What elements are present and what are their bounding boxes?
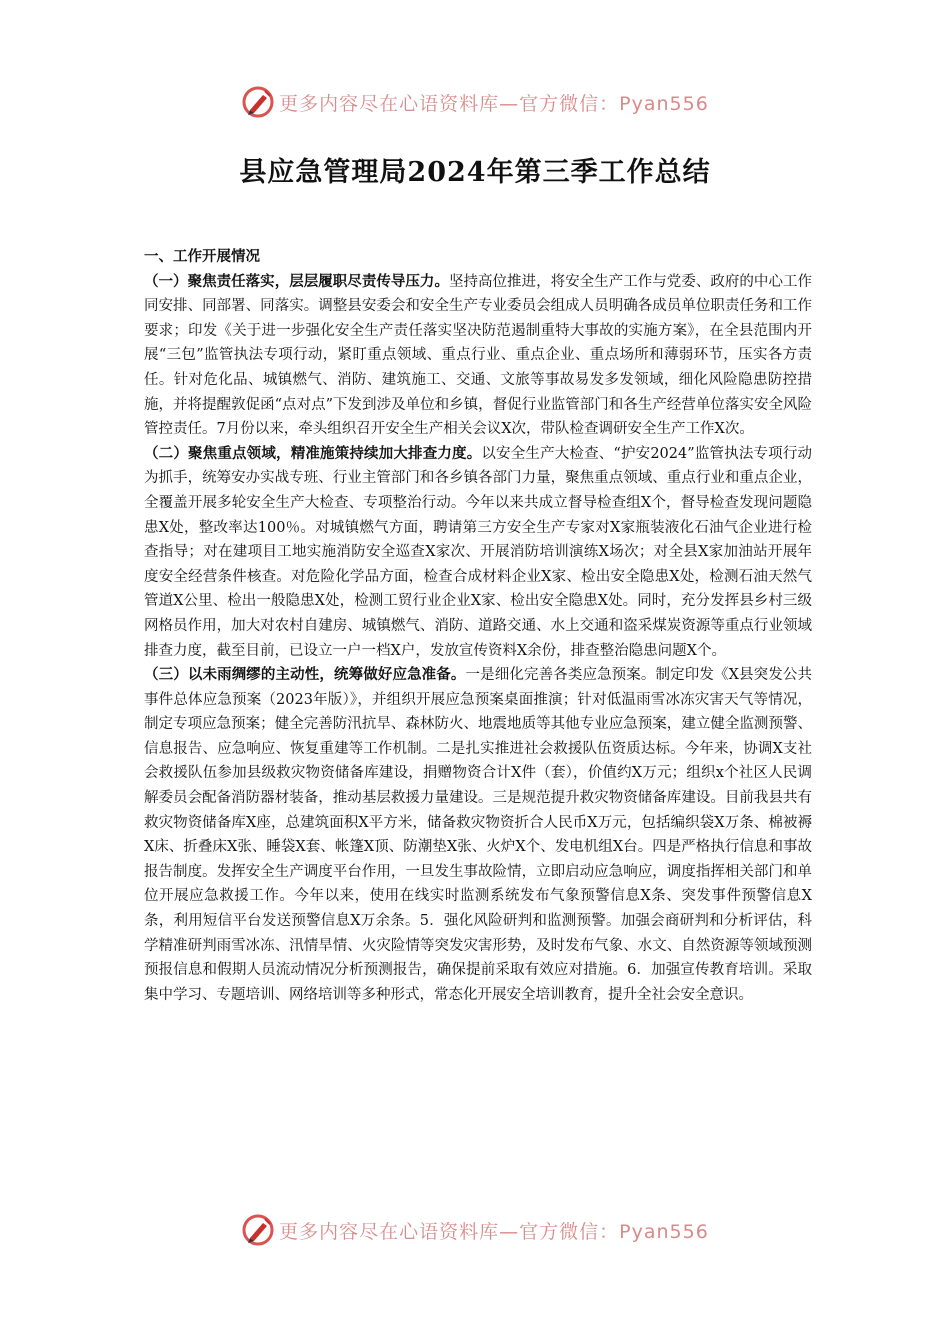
paragraph-2	[144, 442, 812, 663]
paragraph-body: 以安全生产大检查、“护安2024”监管执法专项行动为抓手，统筹安办实战专班、行业主管部门和各乡镇各部门力量，聚焦重点领域、重点行业和重点企业，全覆盖开展多轮安全生产大检查、专项整治行动。今年以来共成立督导检查组X个，督导检查发现问题隐患X处，整改率达100％。对城镇燃气方面，聘请第三方安全生产专家对X家瓶装液化石油气企业进行检查指导；对在建项目工地实施消防安全巡查X家次、开展消防培训演练X场次；对全县X家加油站开展年度安全经营条件核查。对危险化学品方面，检查合成材料企业X家、检出安全隐患X处，检测石油天然气管道X公里、检出一般隐患X处，检测工贸行业企业X家、检出安全隐患X处。同时，充分发挥县乡村三级网格员作用，加大对农村自建房、城镇燃气、消防、道路交通、水上交通和盗采煤炭资源等重点行业领域排查力度，截至目前，已设立一户一档X户，发放宣传资料X余份，排查整治隐患问题X个。	[144, 445, 812, 659]
paragraph-1	[144, 270, 812, 442]
page-title: 县应急管理局2024年第三季工作总结	[239, 157, 711, 188]
paragraph-body: 一是细化完善各类应急预案。制定印发《X县突发公共事件总体应急预案（2023年版）》，并组织开展应急预案桌面推演；针对低温雨雪冰冻灾害天气等情况，制定专项应急预案；健全完善防汛抗旱、森林防火、地震地质等其他专业应急预案，建立健全监测预警、信息报告、应急响应、恢复重建等工作机制。二是扎实推进社会救援队伍资质达标。今年来，协调X支社会救援队伍参加县级救灾物资储备库建设，捐赠物资合计X件（套），价值约X万元；组织x个社区人民调解委员会配备消防器材装备，推动基层救援力量建设。三是规范提升救灾物资储备库建设。目前我县共有救灾物资储备库X座，总建筑面积X平方米，储备救灾物资折合人民币X万元，包括编织袋X万条、棉被褥X床、折叠床X张、睡袋X套、帐篷X顶、防潮垫X张、火炉X个、发电机组X台。四是严格执行信息和事故报告制度。发挥安全生产调度平台作用，一旦发生事故险情，立即启动应急响应，调度指挥相关部门和单位开展应急救援工作。今年以来，使用在线实时监测系统发布气象预警信息X条、突发事件预警信息X条，利用短信平台发送预警信息X万余条。5．强化风险研判和监测预警。加强会商研判和分析评估，科学精准研判雨雪冰冻、汛情旱情、火灾险情等突发灾害形势，及时发布气象、水文、自然资源等领域预测预报信息和假期人员流动情况分析预测报告，确保提前采取有效应对措施。6．加强宣传教育培训。采取集中学习、专题培训、网络培训等多种形式，常态化开展安全培训教育，提升全社会安全意识。	[144, 667, 812, 1003]
watermark-top	[0, 82, 950, 122]
watermark-text: 更多内容尽在心语资料库—官方微信：Pyan556	[279, 1220, 709, 1243]
watermark-bottom	[0, 1210, 950, 1250]
section-heading: 一、工作开展情况	[144, 248, 260, 265]
paragraph-3	[144, 663, 812, 1007]
paragraph-lead: （一）聚焦责任落实，层层履职尽责传导压力。	[144, 272, 449, 290]
paragraph-body: 坚持高位推进，将安全生产工作与党委、政府的中心工作同安排、同部署、同落实。调整县安委会和安全生产专业委员会组成人员明确各成员单位职责任务和工作要求；印发《关于进一步强化安全生产责任落实坚决防范遏制重特大事故的实施方案》，在全县范围内开展“三包”监管执法专项行动，紧盯重点领域、重点行业、重点企业、重点场所和薄弱环节，压实各方责任。针对危化品、城镇燃气、消防、建筑施工、交通、文旅等事故易发多发领域，细化风险隐患防控措施，并将提醒敦促函“点对点”下发到涉及单位和乡镇，督促行业监管部门和各生产经营单位落实安全风险管控责任。7月份以来，牵头组织召开安全生产相关会议X次，带队检查调研安全生产工作X次。	[144, 273, 812, 438]
paragraph-lead: （二）聚焦重点领域，精准施策持续加大排查力度。	[144, 444, 482, 462]
pen-circle-icon	[241, 1213, 275, 1247]
paragraph-lead: （三）以未雨绸缪的主动性，统筹做好应急准备。	[144, 666, 466, 684]
document-body	[144, 245, 812, 1007]
watermark-text: 更多内容尽在心语资料库—官方微信：Pyan556	[279, 92, 709, 115]
pen-circle-icon	[241, 85, 275, 119]
